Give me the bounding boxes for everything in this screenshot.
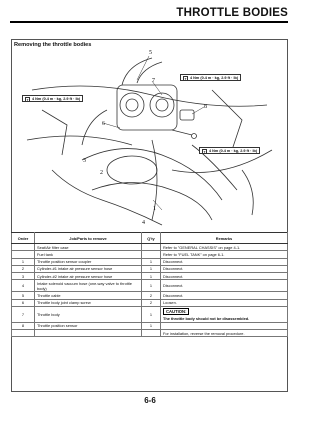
callout-4: 4 [142, 220, 145, 226]
row-remarks: Refer to "FUEL TANK" on page 6-1. [161, 251, 288, 258]
table-header-row [12, 233, 288, 244]
row-remarks: Disconnect. [161, 292, 288, 299]
row-order: 8 [12, 322, 35, 329]
row-qty: 1 [142, 265, 161, 272]
table-row [12, 265, 288, 272]
row-order [12, 244, 35, 251]
table-row [12, 244, 288, 251]
row-qty: 1 [142, 272, 161, 279]
row-qty [142, 330, 161, 337]
callout-6: 6 [102, 121, 105, 127]
row-order: 6 [12, 299, 35, 306]
col-order: Order [12, 233, 35, 244]
row-job: Cylinder-#1 intake air pressure sensor hose [35, 265, 142, 272]
table-row [12, 306, 288, 322]
row-remarks: Disconnect. [161, 258, 288, 265]
row-remarks-caution [161, 306, 288, 322]
row-remarks: Refer to "GENERAL CHASSIS" on page 4-1. [161, 244, 288, 251]
throttle-body-illustration [12, 50, 287, 228]
table-row [12, 280, 288, 292]
row-qty: 2 [142, 292, 161, 299]
torque-spec-text: 4 Nm (0.4 m · kg, 2.9 ft · lb) [190, 76, 239, 80]
torque-spec-text: 4 Nm (0.4 m · kg, 2.9 ft · lb) [32, 97, 81, 101]
row-job [35, 330, 142, 337]
row-job: Throttle cable [35, 292, 142, 299]
table-row [12, 322, 288, 329]
row-job: Seat/Air filter case [35, 244, 142, 251]
table-row [12, 258, 288, 265]
page-title: THROTTLE BODIES [176, 7, 288, 19]
row-order [12, 251, 35, 258]
caution-badge: CAUTION: [163, 308, 189, 315]
torque-wrench-icon: T [26, 98, 29, 102]
table-row [12, 299, 288, 306]
table-row [12, 272, 288, 279]
callout-8: 8 [204, 104, 207, 110]
table-row [12, 330, 288, 337]
callout-7: 7 [152, 78, 155, 84]
torque-spec-right-bottom [199, 147, 260, 154]
row-remarks [161, 322, 288, 329]
col-remarks: Remarks [161, 233, 288, 244]
row-order [12, 330, 35, 337]
row-remarks: Disconnect. [161, 265, 288, 272]
torque-wrench-icon: T [203, 150, 206, 154]
row-remarks: Loosen. [161, 299, 288, 306]
callout-5: 5 [149, 50, 152, 56]
col-job: Job/Parts to remove [35, 233, 142, 244]
row-remarks: Disconnect. [161, 272, 288, 279]
row-job: Throttle position sensor coupler [35, 258, 142, 265]
col-qty: Q'ty [142, 233, 161, 244]
row-qty: 1 [142, 280, 161, 292]
callout-3: 3 [83, 158, 86, 164]
section-title: Removing the throttle bodies [14, 42, 92, 48]
callout-1: 1 [153, 206, 156, 212]
page-number: 6-6 [144, 396, 156, 405]
row-qty [142, 251, 161, 258]
row-remarks: For installation, reverse the removal procedure. [161, 330, 288, 337]
torque-spec-text: 4 Nm (0.4 m · kg, 2.9 ft · lb) [209, 149, 258, 153]
caution-text: The throttle body should not be disassembled. [163, 316, 250, 322]
row-job: Intake solenoid vacuum hose (one-way valve to throttle body) [35, 280, 142, 292]
row-remarks: Disconnect. [161, 280, 288, 292]
table-row [12, 292, 288, 299]
torque-wrench-icon: T [184, 77, 187, 81]
removal-steps-table [11, 232, 288, 337]
row-order: 3 [12, 272, 35, 279]
row-job: Fuel tank [35, 251, 142, 258]
row-job: Throttle position sensor [35, 322, 142, 329]
row-job: Throttle body joint clamp screw [35, 299, 142, 306]
row-job: Cylinder-#2 intake air pressure sensor hose [35, 272, 142, 279]
row-qty [142, 244, 161, 251]
row-order: 5 [12, 292, 35, 299]
table-row [12, 251, 288, 258]
torque-spec-right-top [180, 74, 241, 81]
row-qty: 1 [142, 322, 161, 329]
callout-2: 2 [100, 170, 103, 176]
row-order: 2 [12, 265, 35, 272]
row-order: 4 [12, 280, 35, 292]
torque-spec-left [22, 95, 83, 102]
row-order: 1 [12, 258, 35, 265]
row-order: 7 [12, 306, 35, 322]
row-qty: 1 [142, 306, 161, 322]
header-rule [10, 21, 288, 23]
row-qty: 2 [142, 299, 161, 306]
row-job: Throttle body [35, 306, 142, 322]
row-qty: 1 [142, 258, 161, 265]
